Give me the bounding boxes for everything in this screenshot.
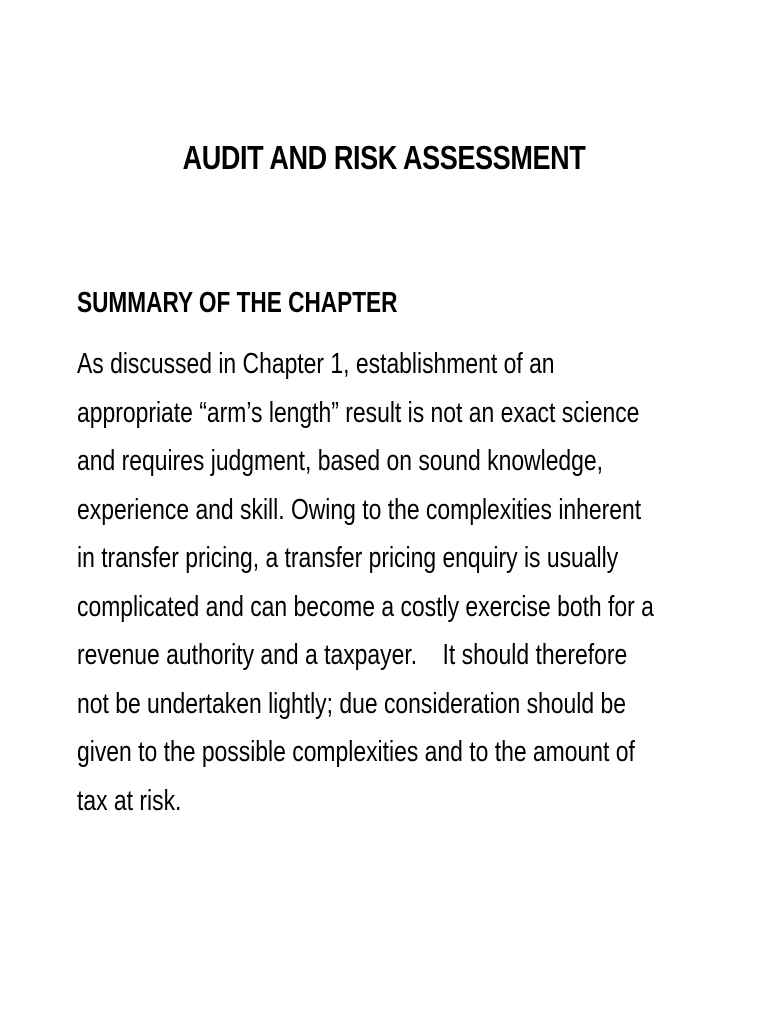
body-line: and requires judgment, based on sound knowledge, bbox=[77, 445, 604, 477]
body-line: experience and skill. Owing to the complexities inherent bbox=[77, 493, 642, 526]
body-line: complicated and can become a costly exercise both for a bbox=[77, 590, 654, 623]
page-title: AUDIT AND RISK ASSESSMENT bbox=[182, 139, 586, 176]
body-line: given to the possible complexities and to the amount of bbox=[77, 736, 635, 768]
body-line: not be undertaken lightly; due consideration should be bbox=[77, 687, 626, 720]
body-line: As discussed in Chapter 1, establishment of an bbox=[77, 348, 555, 380]
body-paragraph bbox=[77, 340, 677, 825]
body-line: revenue authority and a taxpayer. It should therefore bbox=[77, 639, 628, 671]
body-line: in transfer pricing, a transfer pricing enquiry is usually bbox=[77, 542, 619, 574]
body-line: appropriate “arm’s length” result is not an exact science bbox=[77, 396, 640, 429]
body-line: tax at risk. bbox=[77, 784, 182, 817]
section-heading: SUMMARY OF THE CHAPTER bbox=[77, 287, 398, 319]
